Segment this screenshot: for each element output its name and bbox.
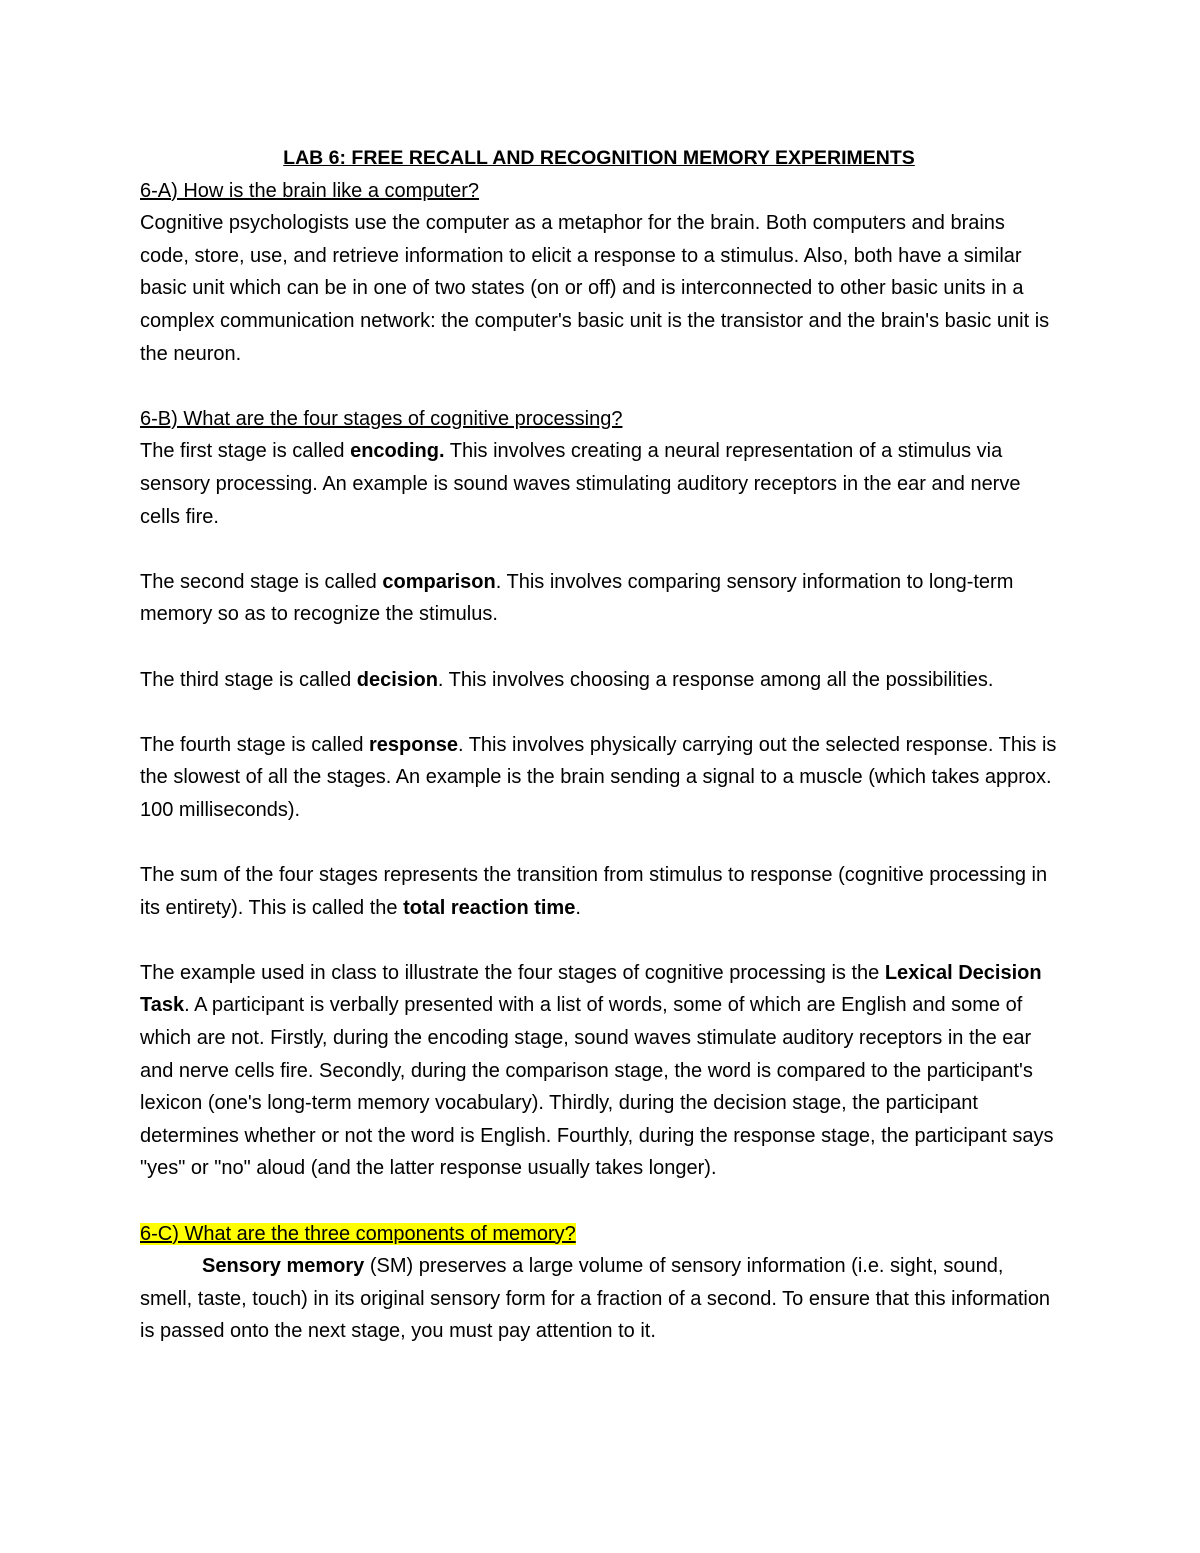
stage-encoding-paragraph [140,435,1058,533]
text-run: . A participant is verbally presented with a list of words, some of which are English and some of which are not. Firstly, during the encoding stage, sound waves stimulate auditory receptors in the ear and nerve cells fire. Secondly, during the comparison stage, the word is compared to the participant's lexicon (one's long-term memory vocabulary). Thirdly, during the decision stage, the participant determines whether or not the word is English. Fourthly, during the response stage, the participant says "yes" or "no" aloud (and the latter response usually takes longer). [140,994,1054,1180]
text-run: The first stage is called [140,440,351,463]
spacer [140,826,1058,859]
section-a-heading: 6-A) How is the brain like a computer? [140,179,480,202]
term-total-reaction-time: total reaction time [403,896,576,919]
spacer [140,533,1058,566]
section-c-heading [140,1218,1058,1251]
text-run: This involves creating a neural representation of a stimulus via sensory processing. An example is sound waves stimulating auditory receptors in the ear and nerve cells fire. [140,440,1021,528]
text-run: The fourth stage is called [140,733,370,756]
spacer [140,370,1058,403]
text-run: . This involves physically carrying out the selected response. This is the slowest of all the stages. An example is the brain sending a signal to a muscle (which takes approx. 100 milliseconds). [140,733,1057,821]
text-run: . This involves comparing sensory information to long-term memory so as to recognize the stimulus. [140,570,1014,626]
term-lexical-decision-task: Lexical Decision Task [140,961,1042,1017]
spacer [140,924,1058,957]
sensory-memory-paragraph [140,1250,1058,1348]
highlighted-heading: 6-C) What are the three components of memory? [140,1222,576,1245]
text-run: The example used in class to illustrate the four stages of cognitive processing is the [140,961,885,984]
section-b-heading: 6-B) What are the four stages of cognitive processing? [140,407,623,430]
term-decision: decision [356,668,438,691]
text-run: . This involves choosing a response among all the possibilities. [437,668,994,691]
text-run: The third stage is called [140,668,357,691]
section-a-body: Cognitive psychologists use the computer as a metaphor for the brain. Both computers and brains code, store, use, and retrieve information to elicit a response to a stimulus. Also, both have a similar basic unit which can be in one of two states (on or off) and is interconnected to other basic units in a complex communication network: the computer's basic unit is the transistor and the brain's basic unit is the neuron. [140,212,1050,365]
lexical-decision-paragraph [140,957,1058,1185]
document-page [140,142,1058,1348]
total-reaction-paragraph [140,859,1058,924]
document-title: LAB 6: FREE RECALL AND RECOGNITION MEMORY EXPERIMENTS [283,147,915,169]
term-comparison: comparison [382,570,496,593]
stage-comparison-paragraph [140,566,1058,631]
text-run: The sum of the four stages represents the transition from stimulus to response (cognitive processing in its entirety). This is called the [140,864,1048,919]
spacer [140,696,1058,729]
stage-response-paragraph [140,729,1058,827]
stage-decision-paragraph [140,664,1058,697]
term-response: response [369,733,458,756]
text-run: (SM) preserves a large volume of sensory information (i.e. sight, sound, smell, taste, touch) in its original sensory form for a fraction of a second. To ensure that this information is passed onto the next stage, you must pay attention to it. [140,1255,1051,1343]
spacer [140,1185,1058,1218]
text-run: The second stage is called [140,570,383,593]
spacer [140,631,1058,664]
term-encoding: encoding. [350,440,445,463]
text-run: . [575,896,581,919]
term-sensory-memory: Sensory memory [202,1255,365,1278]
